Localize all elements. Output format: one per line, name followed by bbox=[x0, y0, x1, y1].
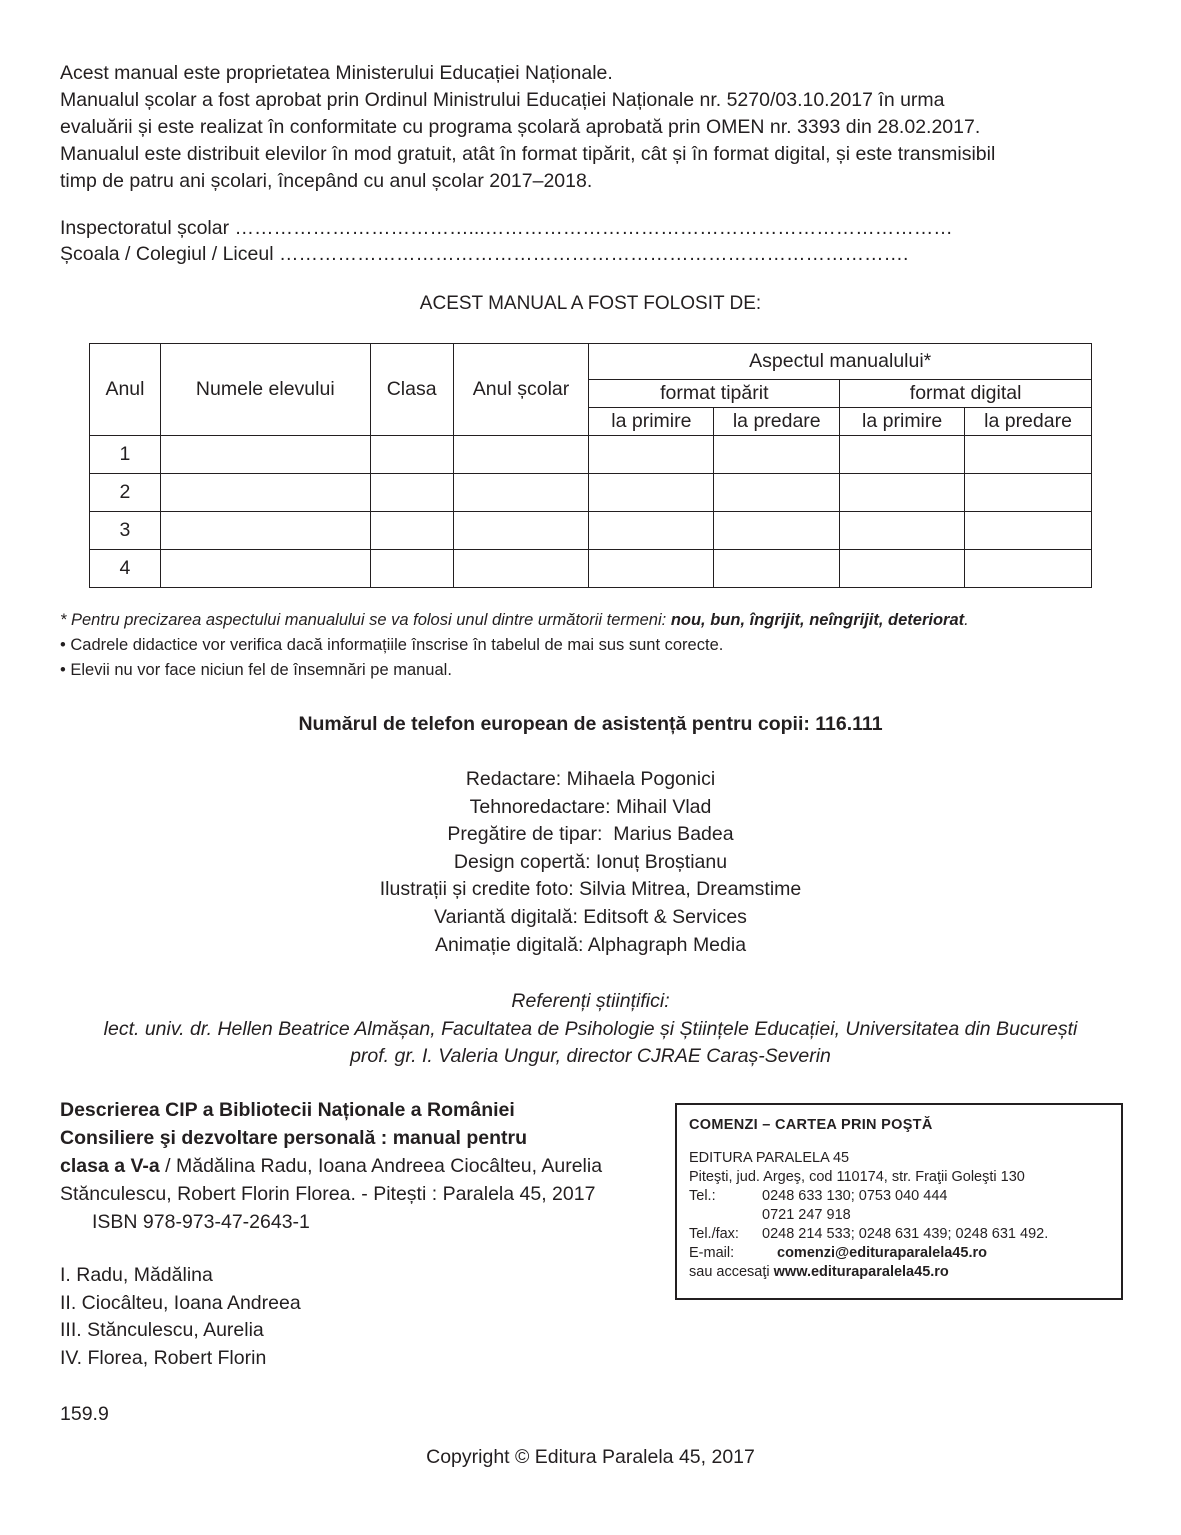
row-number: 3 bbox=[90, 512, 161, 550]
school-fill-lines bbox=[60, 215, 953, 267]
aspect-cell bbox=[589, 436, 714, 474]
aspect-cell bbox=[714, 436, 840, 474]
inspectorate-line: Inspectoratul școlar ………………………………...……………………………………………………………… bbox=[60, 217, 953, 239]
email-label: E-mail: bbox=[689, 1245, 735, 1261]
aspect-cell bbox=[840, 474, 965, 512]
header-year: Anul bbox=[90, 344, 161, 436]
school-line: Școala / Colegiul / Liceul ……………………………………………………………………………………. bbox=[60, 243, 909, 265]
author-entry: I. Radu, Mădălina bbox=[60, 1264, 213, 1286]
class-cell bbox=[370, 436, 453, 474]
student-name-cell bbox=[160, 436, 370, 474]
aspect-cell bbox=[840, 436, 965, 474]
copyright: Copyright © Editura Paralela 45, 2017 bbox=[426, 1446, 755, 1468]
cip-title: Descrierea CIP a Bibliotecii Naționale a României bbox=[60, 1099, 515, 1121]
aspect-footnote bbox=[60, 608, 969, 633]
credit-line: Redactare: Mihaela Pogonici bbox=[465, 768, 716, 790]
aspect-cell bbox=[965, 512, 1092, 550]
aspect-cell bbox=[589, 550, 714, 588]
student-name-cell bbox=[160, 474, 370, 512]
fax-numbers: 0248 214 533; 0248 631 439; 0248 631 492. bbox=[762, 1226, 1049, 1242]
author-index bbox=[60, 1262, 301, 1372]
table-row bbox=[90, 474, 1092, 512]
aspect-cell bbox=[840, 512, 965, 550]
cip-publisher-line: Stănculescu, Robert Florin Florea. - Pitești : Paralela 45, 2017 bbox=[60, 1183, 596, 1205]
cip-description bbox=[60, 1096, 602, 1236]
header-on-receipt: la primire bbox=[589, 408, 714, 436]
intro-line: timp de patru ani școlari, începând cu anul școlar 2017–2018. bbox=[60, 170, 593, 192]
classification-code: 159.9 bbox=[60, 1403, 109, 1425]
usage-table-title: ACEST MANUAL A FOST FOLOSIT DE: bbox=[419, 293, 762, 314]
cip-grade: clasa a V-a bbox=[60, 1155, 160, 1177]
aspect-cell bbox=[965, 474, 1092, 512]
intro-line: Acest manual este proprietatea Ministerului Educației Naționale. bbox=[60, 62, 613, 84]
class-cell bbox=[370, 474, 453, 512]
author-entry: II. Ciocâlteu, Ioana Andreea bbox=[60, 1291, 301, 1314]
tel-numbers: 0248 633 130; 0753 040 444 bbox=[762, 1188, 948, 1204]
orders-title: COMENZI – CARTEA PRIN POŞTĂ bbox=[689, 1117, 933, 1133]
credit-line: Pregătire de tipar: Marius Badea bbox=[447, 823, 734, 846]
aspect-cell bbox=[589, 512, 714, 550]
table-row bbox=[90, 550, 1092, 588]
cip-heading bbox=[60, 1096, 602, 1124]
footnote-period: . bbox=[964, 611, 969, 629]
credit-line: Tehnoredactare: Mihail Vlad bbox=[469, 795, 712, 818]
isbn: ISBN 978-973-47-2643-1 bbox=[92, 1211, 310, 1233]
referees-title: Referenți științifici: bbox=[511, 990, 670, 1012]
table-row bbox=[90, 512, 1092, 550]
footnote-terms: nou, bun, îngrijit, neîngrijit, deteriorat bbox=[670, 611, 965, 629]
email-link[interactable]: comenzi@edituraparalela45.ro bbox=[777, 1245, 987, 1261]
note-bullet: • Elevii nu vor face niciun fel de însemnări pe manual. bbox=[60, 661, 452, 679]
aspect-cell bbox=[840, 550, 965, 588]
scientific-referees bbox=[0, 988, 1181, 1071]
cip-book-title bbox=[60, 1124, 602, 1152]
header-school-year: Anul școlar bbox=[453, 344, 589, 436]
credits-list bbox=[0, 766, 1181, 959]
student-name-cell bbox=[160, 512, 370, 550]
cip-book-title-text: Consiliere şi dezvoltare personală : manual pentru bbox=[60, 1127, 528, 1149]
school-year-cell bbox=[453, 512, 589, 550]
publisher-name: EDITURA PARALELA 45 bbox=[689, 1150, 850, 1166]
row-number: 2 bbox=[90, 474, 161, 512]
row-number: 4 bbox=[90, 550, 161, 588]
intro-line: Manualul este distribuit elevilor în mod gratuit, atât în format tipărit, cât și în format digital, și este transmisibil bbox=[60, 143, 996, 165]
school-year-cell bbox=[453, 474, 589, 512]
credit-line: Design copertă: Ionuț Broștianu bbox=[453, 850, 728, 873]
header-student-name: Numele elevului bbox=[160, 344, 370, 436]
header-class: Clasa bbox=[370, 344, 453, 436]
note-bullet: • Cadrele didactice vor verifica dacă informațiile înscrise în tabelul de mai sus sunt corecte. bbox=[60, 636, 724, 654]
referee-line: lect. univ. dr. Hellen Beatrice Almășan, Facultatea de Psihologie și Științele Educației, Universitatea din București bbox=[103, 1017, 1078, 1040]
referee-line: prof. gr. I. Valeria Ungur, director CJRAE Caraș-Severin bbox=[350, 1045, 831, 1068]
header-print-format: format tipărit bbox=[589, 380, 840, 408]
school-year-cell bbox=[453, 550, 589, 588]
table-notes bbox=[60, 608, 969, 683]
student-name-cell bbox=[160, 550, 370, 588]
aspect-cell bbox=[965, 550, 1092, 588]
intro-line: evaluării și este realizat în conformitate cu programa școlară aprobată prin OMEN nr. 3393 din 28.02.2017. bbox=[60, 116, 981, 138]
child-helpline: Numărul de telefon european de asistență pentru copii: 116.111 bbox=[298, 713, 883, 735]
author-entry: IV. Florea, Robert Florin bbox=[60, 1346, 267, 1369]
class-cell bbox=[370, 550, 453, 588]
usage-table bbox=[89, 343, 1092, 588]
footnote-text: * Pentru precizarea aspectului manualului se va folosi unul dintre următorii termeni: bbox=[60, 611, 671, 629]
web-prefix: sau accesaţi bbox=[689, 1264, 774, 1280]
intro-line: Manualul școlar a fost aprobat prin Ordinul Ministrului Educației Naționale nr. 5270/03.10.2017 în urma bbox=[60, 89, 945, 111]
tel-numbers-2: 0721 247 918 bbox=[762, 1207, 851, 1223]
row-number: 1 bbox=[90, 436, 161, 474]
credit-line: Animație digitală: Alphagraph Media bbox=[434, 933, 747, 956]
header-digital-format: format digital bbox=[840, 380, 1092, 408]
author-entry: III. Stănculescu, Aurelia bbox=[60, 1319, 264, 1342]
aspect-cell bbox=[714, 474, 840, 512]
aspect-cell bbox=[589, 474, 714, 512]
web-line bbox=[689, 1263, 949, 1282]
credit-line: Ilustrații și credite foto: Silvia Mitrea, Dreamstime bbox=[379, 878, 802, 901]
school-year-cell bbox=[453, 436, 589, 474]
header-on-receipt: la primire bbox=[840, 408, 965, 436]
aspect-cell bbox=[714, 512, 840, 550]
cip-authors-line bbox=[60, 1152, 602, 1180]
aspect-cell bbox=[965, 436, 1092, 474]
fax-label: Tel./fax: bbox=[689, 1226, 739, 1242]
tel-label: Tel.: bbox=[689, 1188, 716, 1204]
aspect-cell bbox=[714, 550, 840, 588]
credit-line: Variantă digitală: Editsoft & Services bbox=[434, 905, 747, 928]
ownership-statement bbox=[60, 60, 1140, 195]
publisher-address: Piteşti, jud. Argeş, cod 110174, str. Fraţii Goleşti 130 bbox=[689, 1169, 1025, 1185]
header-on-return: la predare bbox=[714, 408, 840, 436]
header-aspect: Aspectul manualului* bbox=[589, 344, 1092, 380]
class-cell bbox=[370, 512, 453, 550]
header-on-return: la predare bbox=[965, 408, 1092, 436]
web-link[interactable]: www.edituraparalela45.ro bbox=[773, 1264, 949, 1280]
cip-authors: / Mădălina Radu, Ioana Andreea Ciocâlteu, Aurelia bbox=[159, 1155, 603, 1177]
table-row bbox=[90, 436, 1092, 474]
mail-order-box bbox=[675, 1103, 1123, 1300]
